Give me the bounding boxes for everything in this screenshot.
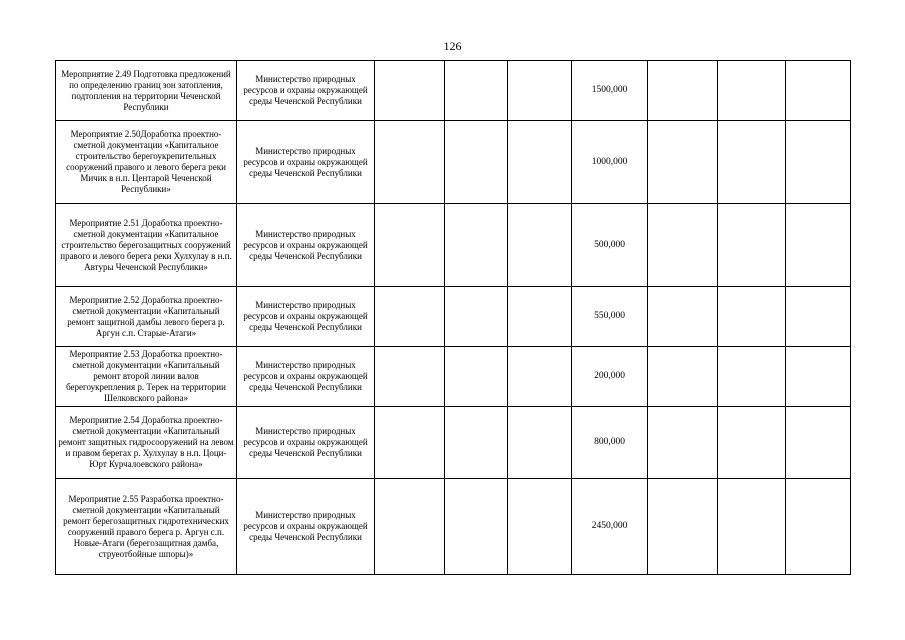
empty-cell (718, 347, 786, 407)
empty-cell (508, 121, 572, 204)
amount-cell: 550,000 (572, 287, 648, 347)
empty-cell (648, 204, 718, 287)
amount-cell: 1000,000 (572, 121, 648, 204)
amount-cell: 200,000 (572, 347, 648, 407)
executor-cell: Министерство природных ресурсов и охраны окружающей среды Чеченской Республики (237, 347, 375, 407)
empty-cell (375, 204, 445, 287)
table-row (56, 204, 851, 287)
empty-cell (786, 204, 851, 287)
empty-cell (375, 347, 445, 407)
empty-cell (718, 287, 786, 347)
empty-cell (375, 479, 445, 575)
amount-cell: 2450,000 (572, 479, 648, 575)
empty-cell (786, 407, 851, 479)
empty-cell (508, 479, 572, 575)
event-cell: Мероприятие 2.52 Доработка проектно-сметной документации «Капитальный ремонт защитной дамбы левого берега р. Аргун с.п. Старые-Атаги» (56, 287, 237, 347)
empty-cell (648, 61, 718, 121)
empty-cell (718, 121, 786, 204)
executor-cell: Министерство природных ресурсов и охраны окружающей среды Чеченской Республики (237, 287, 375, 347)
event-cell: Мероприятие 2.55 Разработка проектно-сметной документации «Капитальный ремонт берегозащитных гидротехнических сооружений правого берега р. Аргун с.п. Новые-Атаги (берегозащитная дамба, струеотбойные шпоры)» (56, 479, 237, 575)
empty-cell (375, 287, 445, 347)
table-row (56, 347, 851, 407)
empty-cell (445, 204, 508, 287)
empty-cell (508, 347, 572, 407)
event-cell: Мероприятие 2.49 Подготовка предложений по определению границ зон затопления, подтопления на территории Чеченской Республики (56, 61, 237, 121)
executor-cell: Министерство природных ресурсов и охраны окружающей среды Чеченской Республики (237, 121, 375, 204)
empty-cell (508, 204, 572, 287)
empty-cell (718, 61, 786, 121)
empty-cell (786, 121, 851, 204)
empty-cell (648, 347, 718, 407)
empty-cell (718, 407, 786, 479)
empty-cell (375, 407, 445, 479)
table-row (56, 287, 851, 347)
table-row (56, 61, 851, 121)
empty-cell (648, 287, 718, 347)
empty-cell (718, 204, 786, 287)
empty-cell (648, 479, 718, 575)
empty-cell (508, 61, 572, 121)
amount-cell: 500,000 (572, 204, 648, 287)
page-number: 126 (443, 39, 462, 53)
event-cell: Мероприятие 2.51 Доработка проектно-сметной документации «Капитальное строительство берегозащитных сооружений правого и левого берега реки Хулхулау в н.п. Автуры Чеченской Республики» (56, 204, 237, 287)
program-events-table (55, 60, 851, 575)
empty-cell (786, 347, 851, 407)
empty-cell (445, 121, 508, 204)
empty-cell (445, 407, 508, 479)
amount-cell: 1500,000 (572, 61, 648, 121)
empty-cell (508, 407, 572, 479)
event-cell: Мероприятие 2.50Доработка проектно-сметной документации «Капитальное строительство берегоукрепительных сооружений правого и левого берега реки Мичик в н.п. Центарой Чеченской Республики» (56, 121, 237, 204)
executor-cell: Министерство природных ресурсов и охраны окружающей среды Чеченской Республики (237, 479, 375, 575)
empty-cell (445, 287, 508, 347)
empty-cell (508, 287, 572, 347)
executor-cell: Министерство природных ресурсов и охраны окружающей среды Чеченской Республики (237, 204, 375, 287)
empty-cell (786, 479, 851, 575)
executor-cell: Министерство природных ресурсов и охраны окружающей среды Чеченской Республики (237, 61, 375, 121)
empty-cell (375, 121, 445, 204)
empty-cell (648, 121, 718, 204)
table-row (56, 479, 851, 575)
empty-cell (786, 287, 851, 347)
empty-cell (648, 407, 718, 479)
empty-cell (718, 479, 786, 575)
empty-cell (445, 61, 508, 121)
table-row (56, 121, 851, 204)
empty-cell (445, 479, 508, 575)
executor-cell: Министерство природных ресурсов и охраны окружающей среды Чеченской Республики (237, 407, 375, 479)
empty-cell (786, 61, 851, 121)
event-cell: Мероприятие 2.53 Доработка проектно-сметной документации «Капитальный ремонт второй линии валов берегоукрепления р. Терек на территории Шелковского района» (56, 347, 237, 407)
empty-cell (445, 347, 508, 407)
table-row (56, 407, 851, 479)
empty-cell (375, 61, 445, 121)
amount-cell: 800,000 (572, 407, 648, 479)
event-cell: Мероприятие 2.54 Доработка проектно-сметной документации «Капитальный ремонт защитных гидросооружений на левом и правом берегах р. Хулхулау в н.п. Цоци-Юрт Курчалоевского района» (56, 407, 237, 479)
